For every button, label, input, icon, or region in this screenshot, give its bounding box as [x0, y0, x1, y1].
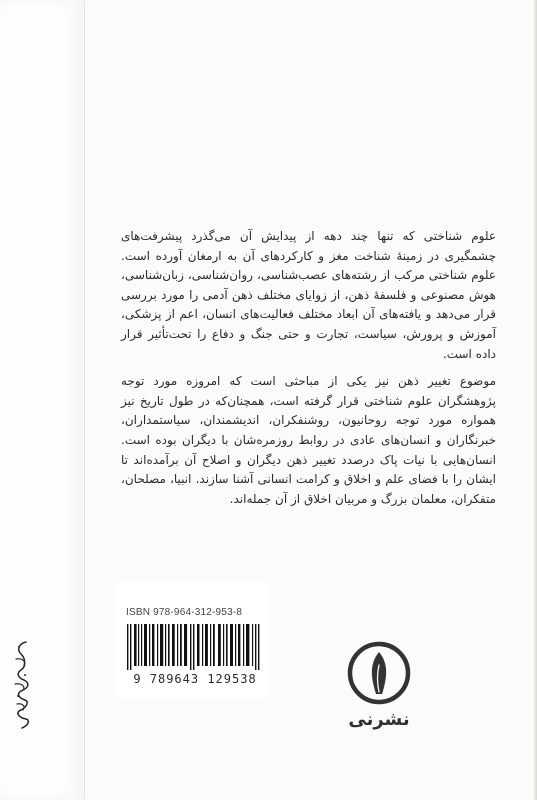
- isbn-barcode-block: [116, 582, 268, 698]
- blurb-paragraph-1: علوم شناختی که تنها چند دهه از پیدایش آن می‌گذرد پیشرفت‌های چشمگیری در زمینهٔ شناخت مغز و کارکردهای آن به ارمغان آورده است. علوم شناختی مرکب از رشته‌های عصب‌شناسی، روان‌شناسی، زبان‌شناسی، هوش مصنوعی و فلسفهٔ ذهن، از زوایای مختلف ذهن آدمی را مورد بررسی قرار می‌دهد و یافته‌های آن ابعاد مختلف فعالیت‌های انسان، اعم از پزشکی، آموزش و پرورش، سیاست، تجارت و حتی جنگ و دفاع را تحت‌تأثیر قرار داده است.: [121, 229, 496, 361]
- isbn-label: ISBN 978-964-312-953-8: [126, 607, 243, 618]
- publisher-name: نشرنی: [348, 709, 410, 730]
- handwritten-signature-icon: [8, 638, 36, 734]
- right-page-edge: [533, 0, 537, 800]
- blurb-paragraph-2: موضوع تغییر ذهن نیز یکی از مباحثی است که امروزه مورد توجه پژوهشگران علوم شناختی قرار گرفته است، همچنان‌که در طول تاریخ نیز همواره مورد توجه روحانیون، روشنفکران، اندیشمندان، سیاستمداران، خبرنگاران و انسان‌های عادی در روابط روزمره‌شان با دیگران بوده است. انسان‌هایی با نیات پاک درصدد تغییر ذهن دیگران و اصلاح آن برآمده‌اند تا ایشان را با فضای علم و اخلاق و کرامت انسانی آشنا سازند. انبیا، مصلحان، متفکران، معلمان بزرگ و مربیان اخلاق از آن جمله‌اند.: [121, 374, 496, 506]
- back-cover-blurb: [121, 227, 496, 509]
- reed-pen-circle-logo-icon: [347, 640, 411, 706]
- barcode-number: 9 789643 129538: [133, 672, 257, 686]
- barcode-icon: [126, 624, 264, 670]
